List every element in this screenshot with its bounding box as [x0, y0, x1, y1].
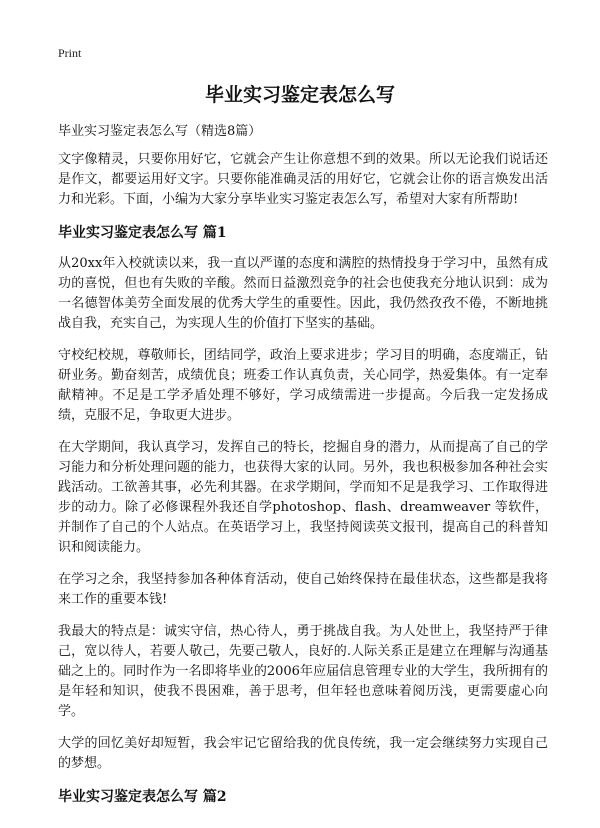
document-subtitle: 毕业实习鉴定表怎么写（精选8篇） — [58, 124, 262, 139]
intro-paragraph: 文字像精灵，只要你用好它，它就会产生让你意想不到的效果。所以无论我们说话还是作文，都要运用好文字。只要你能准确灵活的用好它，它就会让你的语言焕发出活力和光彩。下面，小编为大家分享毕业实习鉴定表怎么写，希望对大家有所帮助! — [58, 152, 548, 207]
section-heading-1: 毕业实习鉴定表怎么写 篇1 — [58, 225, 227, 241]
document-body — [58, 150, 548, 818]
paragraph: 从20xx年入校就读以来，我一直以严谨的态度和满腔的热情投身于学习中，虽然有成功的喜悦，但也有失败的辛酸。然而日益激烈竞争的社会也使我充分地认识到：成为一名德智体美劳全面发展的优秀大学生的重要性。因此，我仍然孜孜不倦，不断地挑战自我，充实自己，为实现人生的价值打下坚实的基础。 — [58, 256, 548, 331]
paragraph: 大学的回忆美好却短暂，我会牢记它留给我的优良传统，我一定会继续努力实现自己的梦想。 — [58, 736, 548, 771]
paragraph: 在大学期间，我认真学习，发挥自己的特长，挖掘自身的潜力，从而提高了自己的学习能力和分析处理问题的能力，也获得大家的认同。另外，我也积极参加各种社会实践活动。工欲善其事，必先利其器。在求学期间，学而知不足是我学习、工作取得进步的动力。除了必修课程外我还自学photoshop、flash、dreamweaver 等软件，并制作了自己的个人站点。在英语学习上，我坚持阅读英文报刊，提高自己的科普知识和阅读能力。 — [58, 440, 548, 555]
paragraph: 我最大的特点是：诚实守信，热心待人，勇于挑战自我。为人处世上，我坚持严于律己，宽以待人，若要人敬己，先要己敬人，良好的.人际关系正是建立在理解与沟通基础之上的。同时作为一名即将毕业的2006年应届信息管理专业的大学生，我所拥有的是年轻和知识，使我不畏困难，善于思考，但年轻也意味着阅历浅，更需要虚心向学。 — [58, 624, 548, 719]
paragraph: 在学习之余，我坚持参加各种体育活动，使自己始终保持在最佳状态，这些都是我将来工作的重要本钱! — [58, 572, 548, 607]
page-title: 毕业实习鉴定表怎么写 — [204, 84, 395, 106]
print-link[interactable]: Print — [58, 46, 82, 60]
section-heading-2: 毕业实习鉴定表怎么写 篇2 — [58, 789, 227, 805]
paragraph: 守校纪校规，尊敬师长，团结同学，政治上要求进步；学习目的明确，态度端正，钻研业务。勤奋刻苦，成绩优良；班委工作认真负责，关心同学，热爱集体。有一定奉献精神。不足是工学矛盾处理不够好，学习成绩需进一步提高。今后我一定发扬成绩，克服不足，争取更大进步。 — [58, 348, 548, 423]
